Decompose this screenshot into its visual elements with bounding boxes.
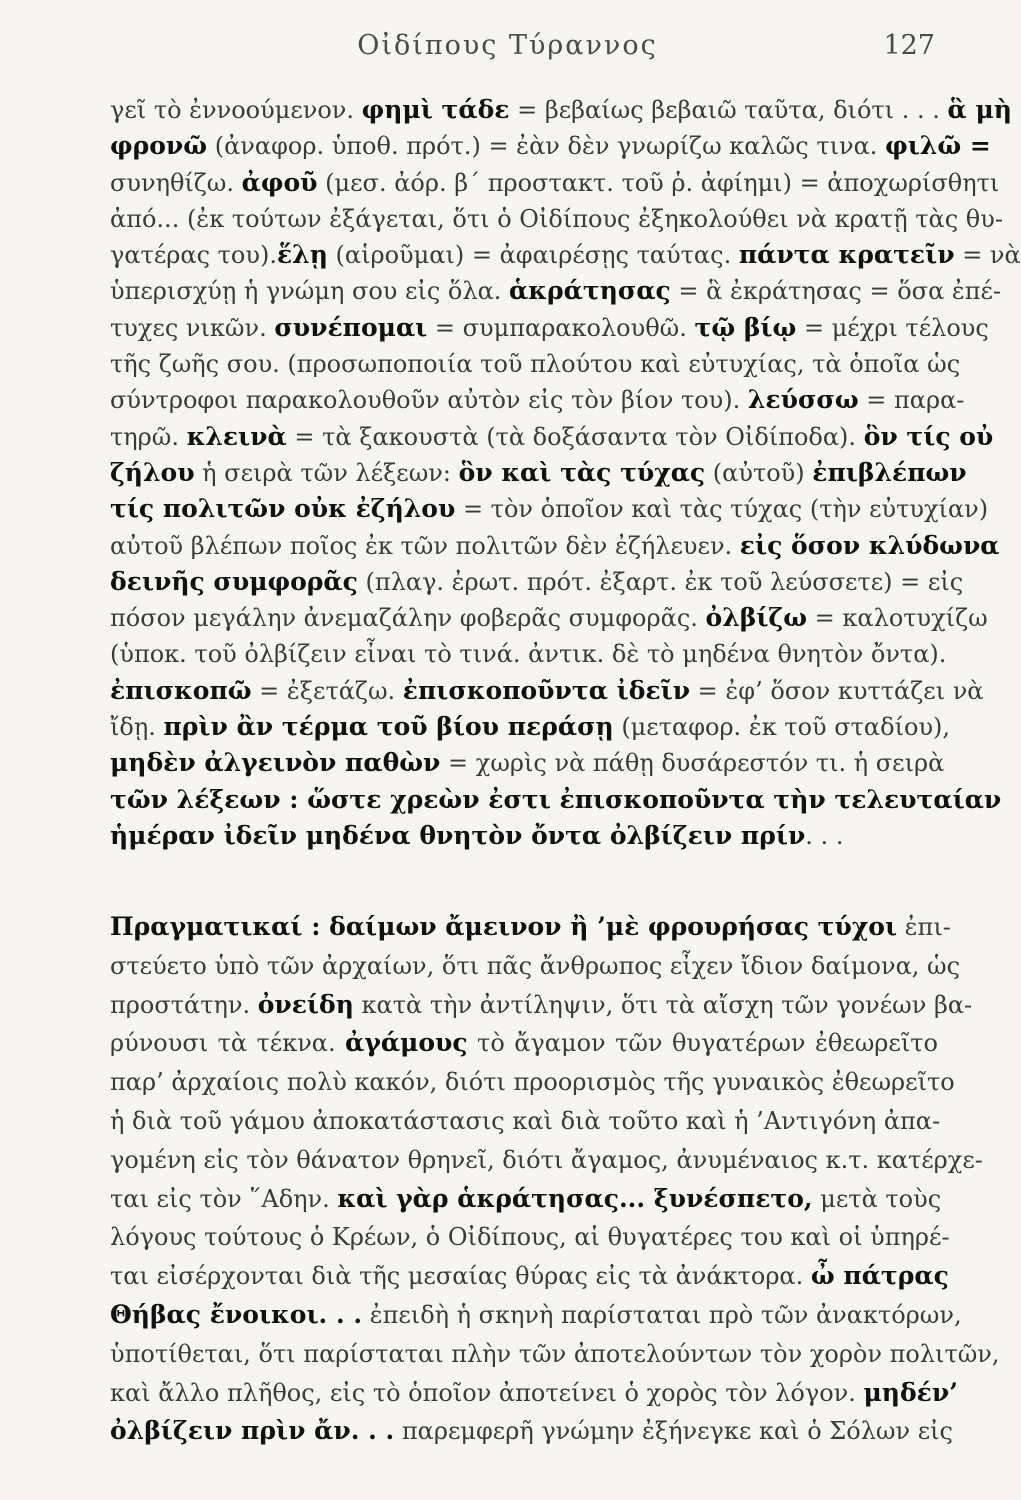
gloss-text: συνηθίζω. [110, 168, 242, 197]
gloss-text: = ἐξετάζω. [251, 676, 403, 705]
gloss-text: = νὰ [954, 241, 1021, 270]
text-line [110, 419, 994, 455]
gloss-text: (πλαγ. ἐρωτ. πρότ. ἐξαρτ. ἐκ τοῦ λεύσσετε) = εἰς [357, 567, 964, 596]
lemma-term: κλεινὰ [186, 421, 287, 451]
gloss-text: ται εἰσέρχονται διὰ τῆς μεσαίας θύρας εἰς τὰ ἀνάκτορα. [110, 1262, 811, 1291]
text-line [110, 1024, 938, 1063]
page-number: 127 [883, 30, 935, 61]
lemma-term: τίς πολιτῶν οὐκ ἐζήλου [110, 494, 456, 524]
lemma-term: ἐπισκοπῶ [110, 675, 252, 705]
commentary-paragraph-1 [110, 92, 1021, 854]
text-line [110, 1218, 950, 1257]
lemma-term: ὃν καὶ τὰς τύχας [458, 457, 706, 487]
gloss-text: παρεμφερῆ γνώμην ἐξήνεγκε καὶ ὁ Σόλων εἰς [394, 1417, 953, 1446]
gloss-text: μετὰ τοὺς [812, 1184, 942, 1213]
lemma-term: καὶ γὰρ ἁκράτησας... ξυνέσπετο, [337, 1183, 813, 1213]
lemma-term: φρονῶ [110, 131, 208, 161]
text-line [110, 237, 1021, 273]
gloss-text: ἴδῃ. [110, 713, 164, 742]
gloss-text: = βεβαίως βεβαιῶ ταῦτα, διότι . . . [509, 96, 948, 124]
text-line [110, 600, 988, 636]
lemma-term: ὦ πάτρας [810, 1261, 949, 1291]
gloss-text: ἡ διὰ τοῦ γάμου ἀποκατάστασις καὶ διὰ τοῦτο καὶ ἡ ’Αντιγόνη ἀπα- [110, 1106, 941, 1135]
gloss-text: γεῖ τὸ ἐννοούμενον. [110, 96, 362, 124]
text-line [110, 310, 989, 346]
gloss-text: παρ’ ἀρχαίοις πολὺ κακόν, διότι προορισμὸς τῆς γυναικὸς ἐθεωρεῖτο [110, 1068, 955, 1097]
gloss-text: ἐπειδὴ ἡ σκηνὴ παρίσταται πρὸ τῶν ἀνακτόρων, [362, 1300, 962, 1329]
lemma-term: μηδὲν ἀλγεινὸν παθὼν [110, 748, 441, 778]
text-line [110, 908, 951, 947]
text-line [110, 1412, 953, 1451]
running-title: Οἰδίπους Τύραννος [357, 30, 658, 61]
gloss-text: ἀπό... (ἐκ τούτων ἐξάγεται, ὅτι ὁ Οἰδίπους ἐξηκολούθει νὰ κρατῇ τὰς θυ- [110, 204, 1003, 233]
text-line [110, 564, 964, 600]
text-line [110, 1257, 949, 1296]
text-line [110, 1335, 1000, 1374]
text-line [110, 1180, 942, 1219]
gloss-text: = χωρὶς νὰ πάθῃ δυσάρεστόν τι. ἡ σειρὰ [440, 749, 945, 778]
lemma-term: ὀλβίζω [705, 603, 808, 633]
lemma-term: ὀνείδη [257, 989, 354, 1019]
gloss-text: ρύνουσι τὰ τέκνα. [110, 1029, 346, 1058]
gloss-text: ἐπι- [897, 913, 951, 941]
lemma-term: Θήβας ἔνοικοι. . . [110, 1299, 363, 1329]
gloss-text: (μεσ. ἀόρ. β΄ προστακτ. τοῦ ῥ. ἀφίημι) = ἀποχωρίσθητι [317, 168, 1000, 197]
text-line [110, 346, 961, 382]
gloss-text: τὸ ἄγαμον τῶν θυγατέρων ἐθεωρεῖτο [467, 1029, 938, 1058]
gloss-text: κατὰ τὴν ἀντίληψιν, ὅτι τὰ αἴσχη τῶν γονέων βα- [353, 990, 973, 1019]
gloss-text: = παρα- [858, 386, 965, 415]
lemma-term: ὃν τίς οὐ [863, 421, 994, 451]
text-line [110, 947, 961, 986]
lemma-term: ἁκράτησας [509, 276, 671, 306]
text-line [110, 165, 1000, 201]
lemma-term: Πραγματικαί : δαίμων ἄμεινον ἢ ’μὲ φρουρήσας τύχοι [110, 912, 898, 941]
lemma-term: ἐπισκοποῦντα ἰδεῖν [402, 675, 691, 705]
gloss-text: (ἀναφορ. ὑποθ. πρότ.) = ἐὰν δὲν γνωρίζω καλῶς τινα. [207, 132, 886, 161]
lemma-term: πάντα κρατεῖν [738, 240, 955, 270]
gloss-text: (ὑποκ. τοῦ ὀλβίζειν εἶναι τὸ τινά. ἀντικ. δὲ τὸ μηδένα θνητὸν ὄντα). [110, 640, 947, 669]
gloss-text: τηρῶ. [110, 422, 187, 451]
gloss-text: γατέρας του). [110, 241, 277, 270]
lemma-term: ἀφοῦ [241, 167, 318, 197]
lemma-term: ὀλβίζειν πρὶν ἄν. . . [110, 1416, 395, 1446]
text-line [110, 1296, 962, 1335]
gloss-text: . . . [805, 821, 844, 850]
text-line [110, 782, 1002, 818]
lemma-term: τῶν λέξεων : ὥστε χρεὼν ἐστι ἐπισκοποῦντα τὴν τελευταίαν [110, 784, 1002, 814]
text-line [110, 273, 1002, 309]
lemma-term: εἰς ὅσον κλύδωνα [739, 530, 1000, 560]
text-line [110, 1063, 955, 1102]
lemma-term: φημὶ τάδε [361, 95, 510, 124]
text-line [110, 528, 1000, 564]
lemma-term: πρὶν ἂν τέρμα τοῦ βίου περάσῃ [163, 712, 614, 742]
gloss-text: στεύετο ὑπὸ τῶν ἀρχαίων, ὅτι πᾶς ἄνθρωπος εἶχεν ἴδιον δαίμονα, ὡς [110, 951, 961, 980]
gloss-text: (αὐτοῦ) [705, 458, 813, 487]
text-line [110, 1141, 983, 1180]
text-line [110, 201, 1003, 237]
gloss-text: γομένη εἰς τὸν θάνατον θρηνεῖ, διότι ἄγαμος, ἀνυμέναιος κ.τ. κατέρχε- [110, 1145, 983, 1174]
lemma-term: ἀγάμους [345, 1028, 468, 1058]
gloss-text: τῆς ζωῆς σου. (προσωποποιία τοῦ πλούτου καὶ εὐτυχίας, τὰ ὁποῖα ὡς [110, 350, 961, 379]
text-line [110, 455, 967, 491]
gloss-text: προστάτην. [110, 990, 258, 1019]
gloss-text: πόσον μεγάλην ἀνεμαζάλην φοβερᾶς συμφορᾶς. [110, 604, 706, 633]
gloss-text: καὶ ἄλλο πλῆθος, εἰς τὸ ὁποῖον ἀποτείνει ὁ χορὸς τὸν λόγον. [110, 1378, 864, 1407]
gloss-text: = ἃ ἐκράτησας = ὅσα ἐπέ- [670, 277, 1002, 306]
lemma-term: φιλῶ = [885, 131, 991, 161]
lemma-term: ἡμέραν ἰδεῖν μηδένα θνητὸν ὄντα ὀλβίζειν πρίν [110, 820, 806, 850]
gloss-text: τυχες νικῶν. [110, 313, 275, 342]
lemma-term: ἃ μὴ [947, 95, 1012, 124]
gloss-text: = μέχρι τέλους [796, 313, 989, 342]
lemma-term: συνέπομαι [274, 312, 428, 342]
gloss-text: λόγους τούτους ὁ Κρέων, ὁ Οἰδίπους, αἱ θυγατέρες του καὶ οἱ ὑπηρέ- [110, 1223, 950, 1252]
lemma-term: λεύσσω [747, 385, 859, 415]
lemma-term: τῷ βίῳ [694, 312, 797, 342]
text-line [110, 128, 991, 164]
text-line [110, 986, 973, 1025]
text-line [110, 818, 938, 854]
text-line [110, 673, 984, 709]
text-line [110, 1102, 941, 1141]
text-line [110, 636, 947, 672]
gloss-text: = συμπαρακολουθῶ. [427, 313, 695, 342]
text-line [110, 491, 989, 527]
gloss-text: αὐτοῦ βλέπων ποῖος ἐκ τῶν πολιτῶν δὲν ἐζήλευεν. [110, 531, 740, 560]
gloss-text: ὑπερισχύῃ ἡ γνώμη σου εἰς ὅλα. [110, 277, 510, 306]
gloss-text: = τὰ ξακουστὰ (τὰ δοξάσαντα τὸν Οἰδίποδα). [286, 422, 864, 451]
lemma-term: δεινῆς συμφορᾶς [110, 566, 358, 596]
commentary-paragraph-2 [110, 908, 1000, 1451]
gloss-text: ται εἰς τὸν ῞Αδην. [110, 1184, 338, 1213]
gloss-text: ὑποτίθεται, ὅτι παρίσταται πλὴν τῶν ἀποτελούντων τὸν χορὸν πολιτῶν, [110, 1339, 1000, 1368]
gloss-text: = καλοτυχίζω [807, 604, 988, 633]
gloss-text: (αἱροῦμαι) = ἀφαιρέσῃς ταύτας. [327, 241, 739, 270]
text-line [110, 382, 965, 418]
gloss-text: = τὸν ὁποῖον καὶ τὰς τύχας (τὴν εὐτυχίαν) [455, 495, 989, 524]
gloss-text: σύντροφοι παρακολουθοῦν αὐτὸν εἰς τὸν βίον του). [110, 386, 748, 415]
gloss-text: (μεταφορ. ἐκ τοῦ σταδίου), [613, 713, 951, 742]
lemma-term: ἐπιβλέπων [812, 457, 967, 487]
lemma-term: μηδέν’ [863, 1377, 958, 1407]
text-line [110, 709, 951, 745]
text-line [110, 745, 945, 781]
gloss-text: = ἐφ’ ὅσον κυττάζει νὰ [690, 676, 984, 705]
lemma-term: ζήλου [110, 457, 195, 487]
gloss-text: ἡ σειρὰ τῶν λέξεων: [194, 458, 459, 487]
text-line [110, 1374, 958, 1413]
lemma-term: ἕλῃ [276, 240, 328, 270]
text-line [110, 92, 1012, 128]
